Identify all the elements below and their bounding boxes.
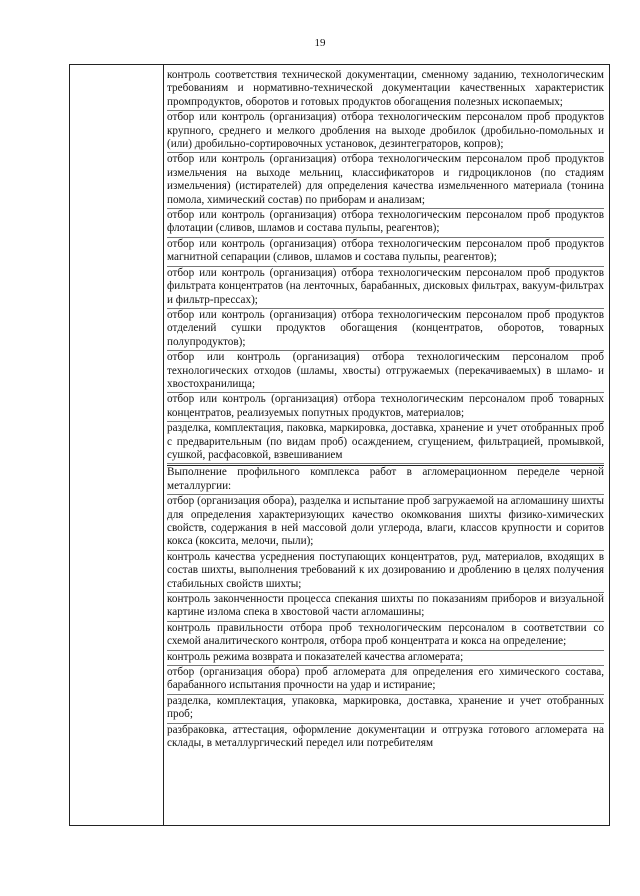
table-entry: отбор или контроль (организация) отбора технологическим персоналом проб товарных концентратов, реализуемых попутных продуктов, материалов;	[167, 393, 604, 422]
table-entry: отбор или контроль (организация) отбора технологическим персоналом проб продуктов крупного, среднего и мелкого дробления на выходе дробилок (дробильно-помольных и (или) дробильно-сортировочных установок, дезинтеграторов, копров);	[167, 111, 604, 153]
table-entry: отбор или контроль (организация) отбора технологическим персоналом проб технологических отходов (шламы, хвосты) отгружаемых (перекачиваемых) в шламо- и хвостохранилища;	[167, 351, 604, 393]
page-number: 19	[314, 37, 326, 49]
table-entry: отбор или контроль (организация) отбора технологическим персоналом проб продуктов измельчения на выходе мельниц, классификаторов и гидроциклонов (по стадиям измельчения) (истирателей) для определения качества измельченного материала (тонина помола, химический состав) по приборам и анализам;	[167, 153, 604, 209]
table-right-column	[167, 69, 604, 752]
table-entry: разбраковка, аттестация, оформление документации и отгрузка готового агломерата на склады, в металлургический передел или потребителям	[167, 723, 604, 750]
table-entry: контроль режима возврата и показателей качества агломерата;	[167, 651, 604, 666]
table-entry: отбор или контроль (организация) отбора технологическим персоналом проб продуктов отделений сушки продуктов обогащения (концентратов, оборотов, товарных полупродуктов);	[167, 309, 604, 351]
table-entry: контроль правильности отбора проб технологическим персоналом в соответствии со схемой аналитического контроля, отбора проб концентрата и кокса на определение;	[167, 622, 604, 651]
table-entry: разделка, комплектация, паковка, маркировка, доставка, хранение и учет отобранных проб с предварительным (по видам проб) осаждением, сгущением, фильтрацией, промывкой, сушкой, расфасовкой, взвешиванием	[167, 422, 604, 464]
table-entry: отбор (организация обора) проб агломерата для определения его химического состава, барабанного испытания прочности на удар и истирание;	[167, 666, 604, 695]
table-entry: контроль качества усреднения поступающих концентратов, руд, материалов, входящих в состав шихты, выполнения требований к их дозированию и дроблению в целях получения стабильных свойств шихты;	[167, 551, 604, 593]
table-entry: отбор или контроль (организация) отбора технологическим персоналом проб продуктов магнитной сепарации (сливов, шламов и состава пульпы, реагентов);	[167, 238, 604, 267]
table-entry: отбор или контроль (организация) отбора технологическим персоналом проб продуктов фильтрата концентратов (на ленточных, барабанных, дисковых фильтрах, вакуум-фильтрах и фильтр-прессах);	[167, 267, 604, 309]
table-entry: разделка, комплектация, упаковка, маркировка, доставка, хранение и учет отобранных проб;	[167, 695, 604, 724]
table-entry: контроль законченности процесса спекания шихты по показаниям приборов и визуальной картине излома спека в хвостовой части агломашины;	[167, 593, 604, 622]
table-column-divider	[163, 65, 164, 825]
table-entry: отбор или контроль (организация) отбора технологическим персоналом проб продуктов флотации (сливов, шламов и состава пульпы, реагентов);	[167, 209, 604, 238]
requirements-table	[69, 64, 610, 826]
table-border-right	[609, 65, 610, 825]
section-heading: Выполнение профильного комплекса работ в агломерационном переделе черной металлургии:	[167, 465, 604, 495]
table-entry: контроль соответствия технической документации, сменному заданию, технологическим требованиям и нормативно-технической документации качественных характеристик промпродуктов, оборотов и готовых продуктов обогащения полезных ископаемых;	[167, 69, 604, 111]
table-left-column	[69, 65, 163, 825]
table-entry: отбор (организация обора), разделка и испытание проб загружаемой на агломашину шихты для определения характеризующих качество окомкования шихты физико-химических свойств, содержания в ней массовой доли углерода, влаги, классов крупности и соритов кокса (коксита, мелочи, пыли);	[167, 495, 604, 551]
